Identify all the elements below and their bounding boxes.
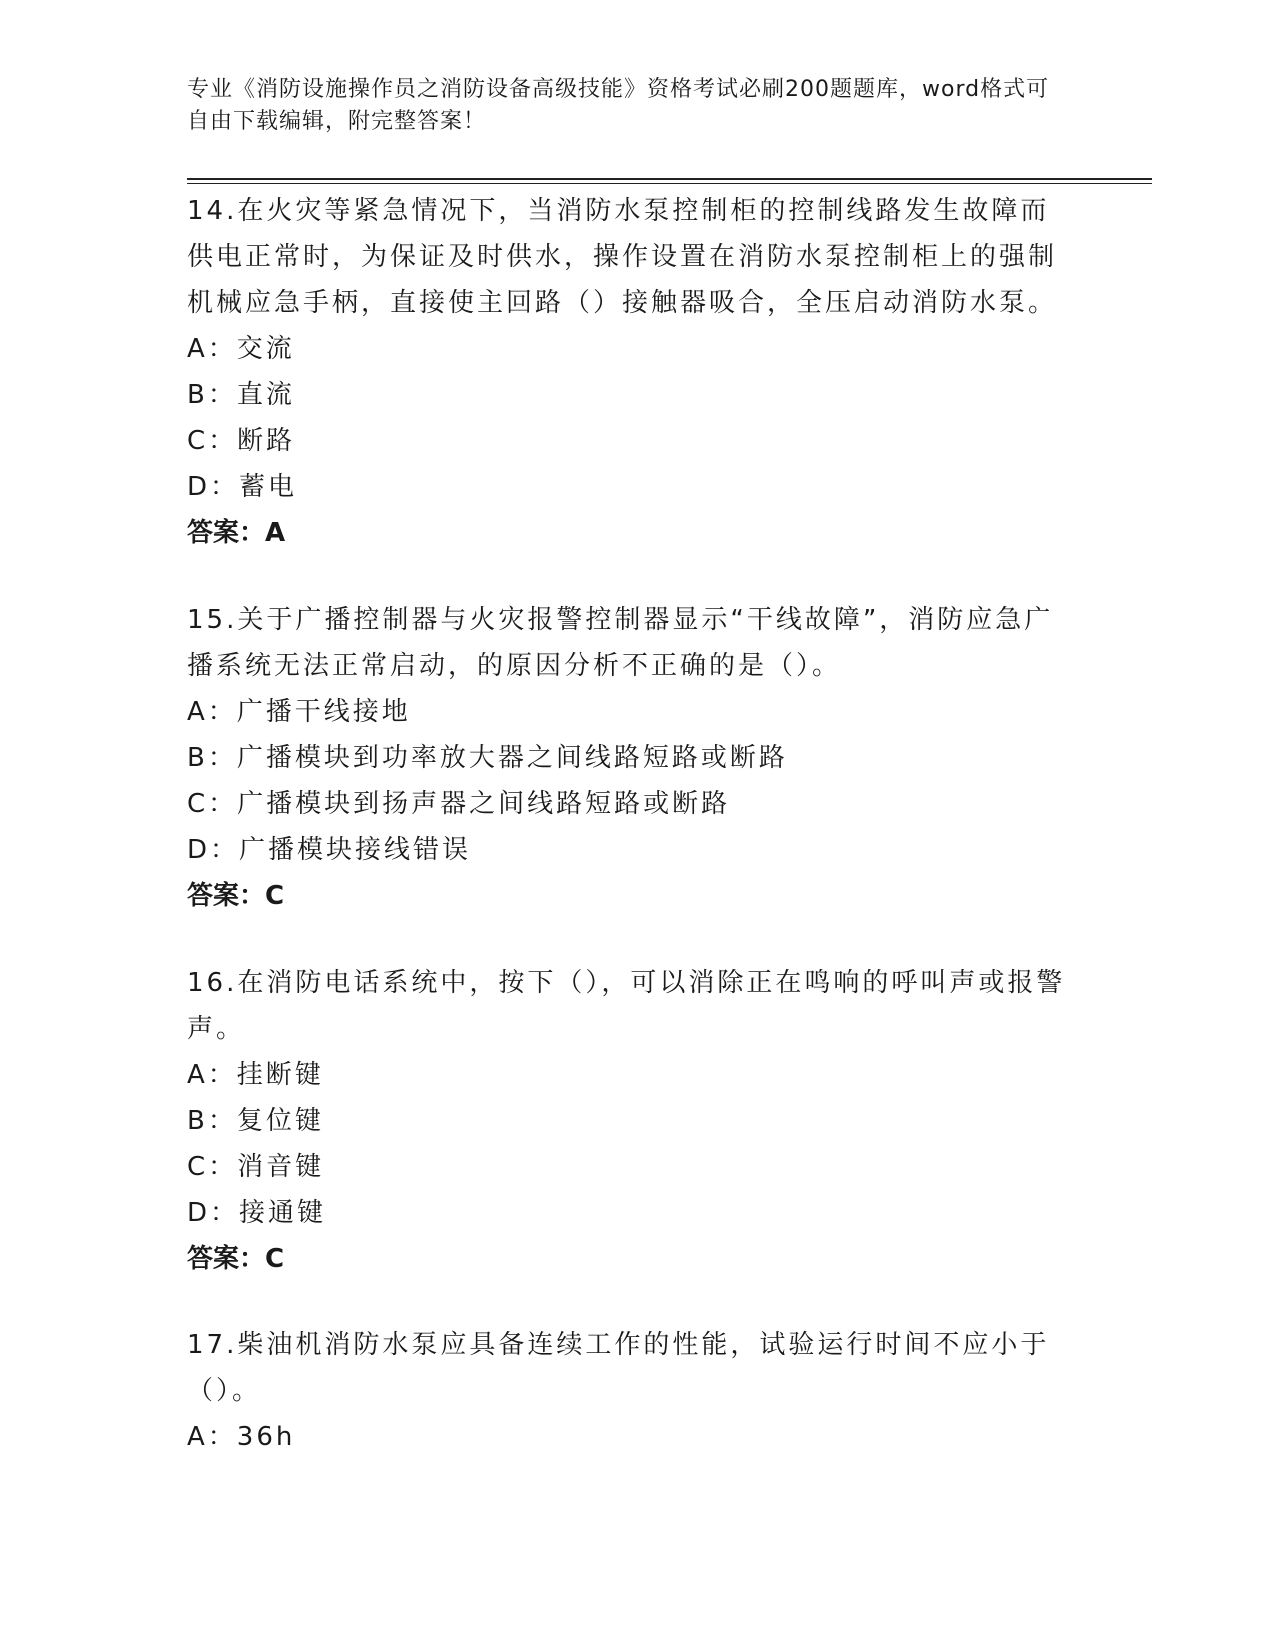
option-d: D：蓄电 <box>187 472 298 502</box>
option-d: D：广播模块接线错误 <box>187 835 472 865</box>
option-a: A：交流 <box>187 334 295 364</box>
question-14 <box>187 188 1067 556</box>
option-b: B：广播模块到功率放大器之间线路短路或断路 <box>187 743 788 773</box>
answer: 答案：A <box>187 518 286 548</box>
question-17 <box>187 1322 1067 1460</box>
option-c: C：广播模块到扬声器之间线路短路或断路 <box>187 789 731 819</box>
header-divider-thin <box>187 183 1152 184</box>
answer: 答案：C <box>187 1244 285 1274</box>
document-header: 专业《消防设施操作员之消防设备高级技能》资格考试必刷200题题库，word格式可自由下载编辑，附完整答案！ <box>187 77 1050 134</box>
question-stem: 14.在火灾等紧急情况下，当消防水泵控制柜的控制线路发生故障而供电正常时，为保证及时供水，操作设置在消防水泵控制柜上的强制机械应急手柄，直接使主回路（）接触器吸合，全压启动消防水泵。 <box>187 196 1058 318</box>
option-a: A：挂断键 <box>187 1060 324 1090</box>
question-16 <box>187 960 1067 1282</box>
question-stem: 16.在消防电话系统中，按下（），可以消除正在鸣响的呼叫声或报警声。 <box>187 968 1066 1044</box>
option-b: B：复位键 <box>187 1106 324 1136</box>
question-stem: 15.关于广播控制器与火灾报警控制器显示“干线故障”，消防应急广播系统无法正常启动，的原因分析不正确的是（）。 <box>187 605 1054 681</box>
option-a: A：广播干线接地 <box>187 697 411 727</box>
option-b: B：直流 <box>187 380 295 410</box>
option-a: A：36h <box>187 1422 296 1452</box>
option-d: D：接通键 <box>187 1198 327 1228</box>
question-stem: 17.柴油机消防水泵应具备连续工作的性能，试验运行时间不应小于（）。 <box>187 1330 1050 1406</box>
header-divider-thick <box>187 178 1152 180</box>
answer: 答案：C <box>187 881 285 911</box>
question-15 <box>187 597 1067 919</box>
option-c: C：消音键 <box>187 1152 325 1182</box>
option-c: C：断路 <box>187 426 296 456</box>
